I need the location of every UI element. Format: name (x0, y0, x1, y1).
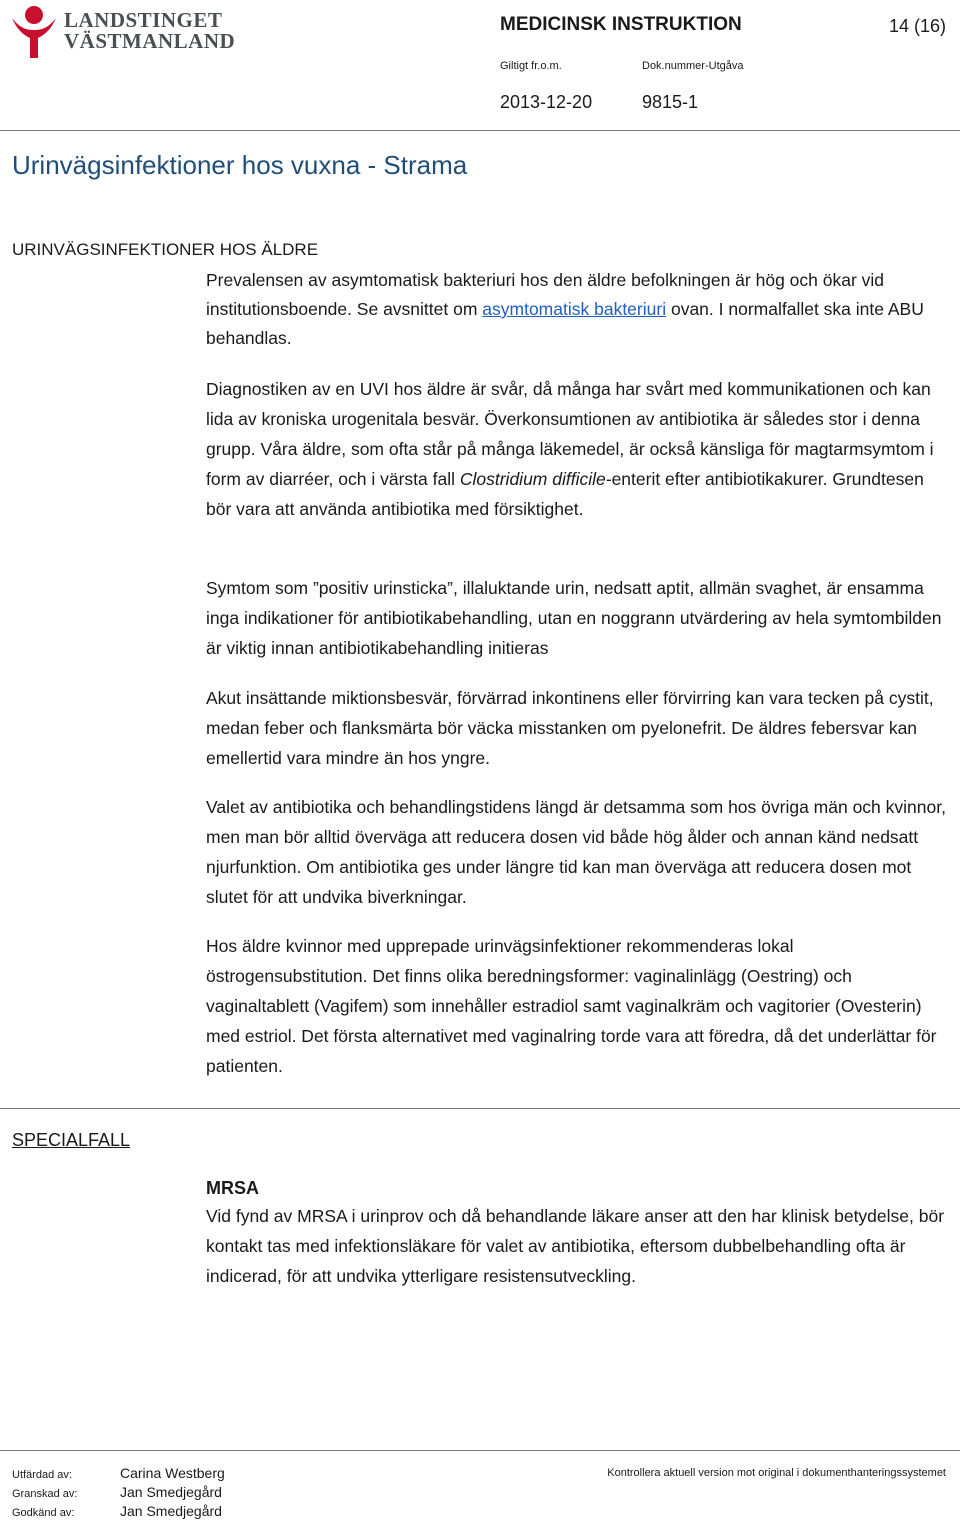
paragraph-text: Vid fynd av MRSA i urinprov och då behandlande läkare anser att den har klinisk betydelse, bör kontakt tas med infektionsläkare för valet av antibiotika, eftersom dubbelbehandling ofta är indicerad, för att undvika ytterligare resistensutveckling. (206, 1206, 945, 1286)
footer-divider (0, 1450, 960, 1451)
header-divider (0, 130, 960, 131)
valid-from-label: Giltigt fr.o.m. (500, 60, 562, 72)
approved-by-value: Jan Smedjegård (120, 1503, 222, 1519)
issued-by-value: Carina Westberg (120, 1465, 225, 1481)
paragraph-prevalence (206, 266, 946, 353)
doc-number-label: Dok.nummer-Utgåva (642, 60, 744, 72)
paragraph-text: ovan. I normalfallet ska inte ABU behandlas. (206, 299, 924, 348)
logo-line-2: VÄSTMANLAND (64, 29, 236, 53)
paragraph-text: Valet av antibiotika och behandlingstidens längd är detsamma som hos övriga män och kvinnor, men man bör alltid överväga att reducera dosen vid både hög ålder och annan känd nedsatt njurfunktion. Om antibiotika ges under längre tid kan man överväga att reducera dosen mot slutet för att undvika biverkningar. (206, 797, 946, 907)
logo-line-1: LANDSTINGET (64, 8, 223, 32)
approved-by-label: Godkänd av: (12, 1507, 75, 1519)
asymptomatic-bacteriuria-link[interactable]: asymtomatisk bakteriuri (482, 299, 667, 319)
page-number: 14 (16) (888, 16, 946, 36)
document-type: MEDICINSK INSTRUKTION (500, 14, 742, 35)
paragraph-mrsa (206, 1201, 946, 1291)
paragraph-text: enterit efter antibiotikakurer. Grundtesen bör vara att använda antibiotika med försiktighet. (206, 469, 924, 519)
version-control-note: Kontrollera aktuell version mot original i dokumenthanteringssystemet (607, 1467, 946, 1479)
paragraph-text: Symtom som ”positiv urinsticka”, illaluktande urin, nedsatt aptit, allmän svaghet, är ensamma inga indikationer för antibiotikabehandling, utan en noggrann utvärdering av hela symtombilden är viktig innan antibiotikabehandling initieras (206, 578, 942, 658)
subheading-mrsa: MRSA (206, 1178, 259, 1198)
logo-wordmark (64, 10, 235, 52)
paragraph-text: Hos äldre kvinnor med upprepade urinvägsinfektioner rekommenderas lokal östrogensubstitution. Det finns olika beredningsformer: vaginalinlägg (Oestring) och vaginaltablett (Vagifem) som innehåller estradiol samt vaginalkräm och vagitorier (Ovesterin) med estriol. Det första alternativet med vaginalring torde vara att föredra, då det underlättar för patienten. (206, 936, 937, 1076)
organization-logo (8, 2, 238, 58)
paragraph-text: Akut insättande miktionsbesvär, förvärrad inkontinens eller förvirring kan vara tecken på cystit, medan feber och flanksmärta bör väcka misstanken om pyelonefrit. De äldres febersvar kan emellertid vara mindre än hos yngre. (206, 688, 934, 768)
section-heading-special: SPECIALFALL (12, 1130, 131, 1150)
doc-number-value: 9815-1 (642, 92, 699, 112)
paragraph-treatment (206, 792, 946, 912)
section-divider (0, 1108, 960, 1109)
paragraph-acute (206, 683, 946, 773)
reviewed-by-label: Granskad av: (12, 1488, 78, 1500)
italic-term: Clostridium difficile- (459, 469, 612, 489)
paragraph-text: Prevalensen av asymtomatisk bakteriuri hos den äldre befolkningen är hög och ökar vid institutionsboende. Se avsnittet om (206, 270, 885, 319)
paragraph-estrogen (206, 931, 946, 1081)
paragraph-diagnostics (206, 374, 946, 524)
issued-by-label: Utfärdad av: (12, 1469, 72, 1481)
section-heading-elderly: URINVÄGSINFEKTIONER HOS ÄLDRE (12, 240, 319, 259)
reviewed-by-value: Jan Smedjegård (120, 1484, 222, 1500)
paragraph-text: Diagnostiken av en UVI hos äldre är svår, då många har svårt med kommunikationen och kan lida av kroniska urogenitala besvär. Överkonsumtionen av antibiotika är således stor i denna grupp. Våra äldre, som ofta står på många läkemedel, är också känsliga för magtarmsymtom i form av diarréer, och i värsta fall (206, 379, 934, 489)
page-title: Urinvägsinfektioner hos vuxna - Strama (12, 150, 468, 180)
valid-from-value: 2013-12-20 (500, 92, 593, 112)
logo-emblem-icon (8, 2, 60, 58)
paragraph-symptoms (206, 573, 946, 663)
